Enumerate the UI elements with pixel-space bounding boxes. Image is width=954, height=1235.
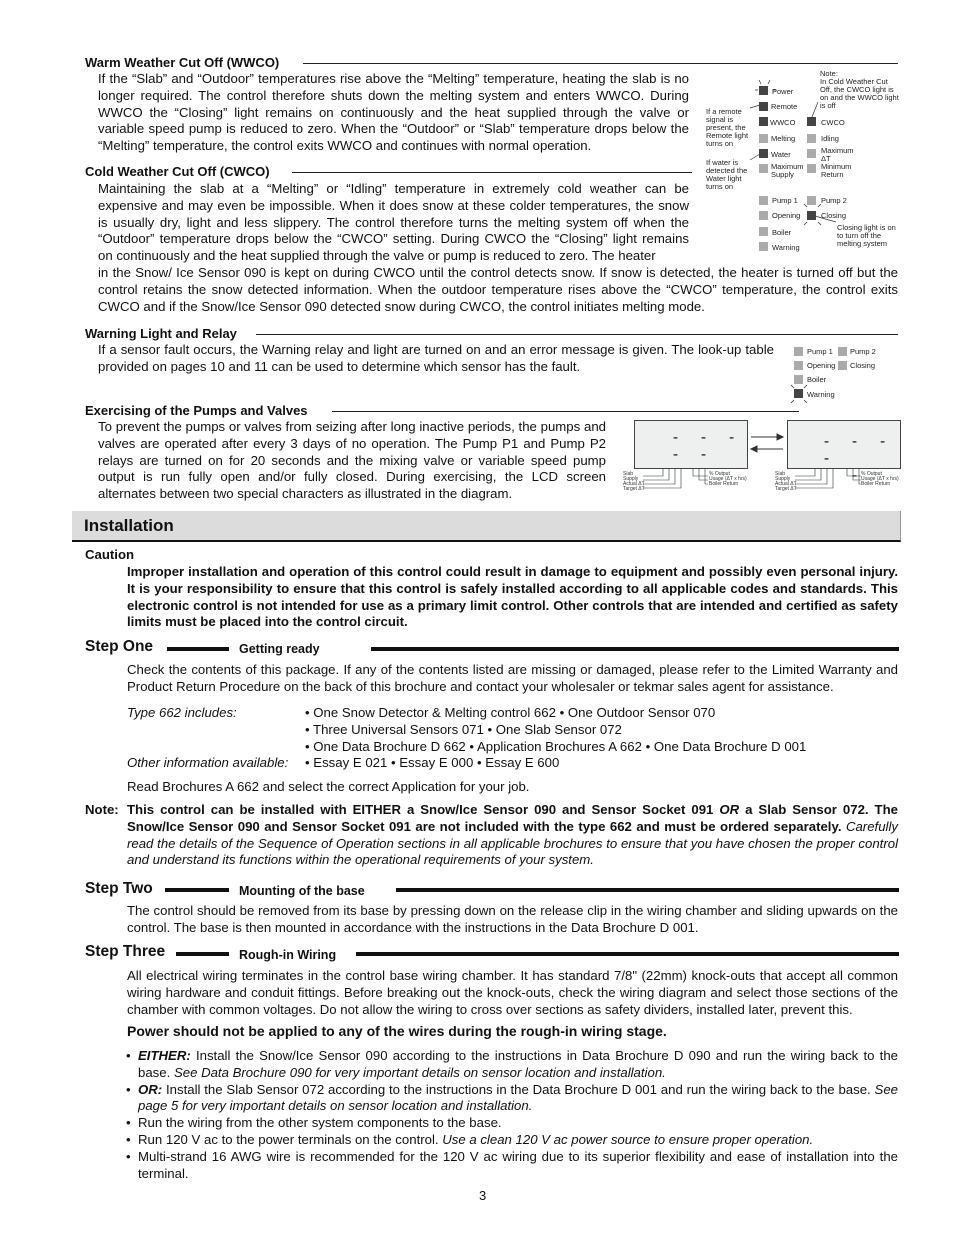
panel-label: WWCO [770, 118, 796, 127]
water-note: If water is detected the Water light turns on [706, 158, 748, 191]
bullet-italic: See page 5 for very important details on sensor location and installation. [138, 1081, 898, 1114]
lcd-label: Usage (ΔT x hrs) [709, 476, 747, 482]
panel-label: Warning [772, 243, 800, 252]
lcd-right-labels [709, 472, 747, 487]
panel-label: Warning [807, 390, 835, 399]
lcd-label: % Output [709, 471, 730, 477]
panel-label: Opening [807, 361, 836, 370]
list-item [138, 1149, 898, 1183]
step-two-body: The control should be removed from its base by pressing down on the release clip in the wiring chamber and sliding upwards on the control. The base is then mounted in accordance with the instructions in the Data Brochure D 001. [127, 903, 898, 935]
panel-label: Water [771, 150, 791, 159]
section-rule [332, 411, 799, 412]
page-number: 3 [479, 1188, 487, 1203]
step-three-title: Step Three [85, 943, 166, 960]
warning-rays-icon [788, 383, 810, 405]
type-line: • One Snow Detector & Melting control 662 • One Outdoor Sensor 070 [305, 705, 716, 720]
step-three-bullets [127, 1048, 898, 1182]
lcd-chars: - - - - - [671, 428, 742, 463]
other-line: • Essay E 021 • Essay E 000 • Essay E 600 [305, 755, 560, 770]
bullet-italic: Use a clean 120 V ac power source to ensure proper operation. [442, 1131, 814, 1147]
panel-label: Boiler [807, 375, 827, 384]
opening-light-icon [794, 361, 803, 370]
panel-label: Idling [821, 134, 839, 143]
panel-label: Pump 1 [807, 347, 833, 356]
lcd-label: Usage (ΔT x hrs) [861, 476, 899, 482]
type-line: • One Data Brochure D 662 • Application Brochures A 662 • One Data Brochure D 001 [305, 739, 807, 754]
wwco-heading: Warm Weather Cut Off (WWCO) [85, 55, 280, 70]
power-warning: Power should not be applied to any of the wires during the rough-in wiring stage. [127, 1023, 667, 1039]
panel-label: Pump 2 [821, 196, 847, 205]
pump1-light-icon [794, 347, 803, 356]
step-bar [356, 952, 899, 956]
lcd-left-labels [775, 472, 797, 492]
panel-label: Power [772, 87, 794, 96]
warning-body: If a sensor fault occurs, the Warning relay and light are turned on and an error message is given. The look-up table provided on pages 10 and 11 can be used to determine which sensor has the fault. [98, 342, 774, 374]
exercise-heading: Exercising of the Pumps and Valves [85, 403, 308, 418]
step-two-subtitle: Mounting of the base [239, 884, 365, 898]
step-bar [167, 647, 229, 651]
panel-label: Remote [771, 102, 798, 111]
step-bar [396, 888, 899, 892]
step-three-body: All electrical wiring terminates in the control base wiring chamber. It has standard 7/8" (22mm) knock-outs that accept all common wiring hardware and conduit fittings. Before breaking out the knock-outs, check the wiring diagram and select those sections of the chamber with common voltages. Do not allow the wiring to cross over sections as safety dividers, installed later, prevent this. [127, 968, 898, 1017]
note-or: OR [719, 802, 740, 817]
caution-label: Caution [85, 547, 135, 562]
panel-leader-lines [700, 69, 900, 262]
read-line: Read Brochures A 662 and select the correct Application for your job. [127, 779, 530, 794]
alternate-arrows-icon [748, 428, 786, 458]
bullet-italic: See Data Brochure 090 for very important details on sensor location and installation. [173, 1064, 666, 1080]
step-two-title: Step Two [85, 880, 153, 897]
lcd-label: Target ΔT [775, 486, 797, 492]
cwco-note: Note: In Cold Weather Cut Off, the CWCO light is on and the WWCO light is off [820, 69, 899, 110]
bullet-text: Install the Snow/Ice Sensor 090 according to the instructions in Data Brochure D 090 and run the wiring back to the base. [138, 1048, 898, 1080]
lcd-left-labels [623, 472, 645, 492]
panel-label: Maximum Supply [771, 162, 804, 179]
lcd-label: Supply [623, 476, 639, 482]
panel-label: Pump 1 [772, 196, 798, 205]
cwco-heading: Cold Weather Cut Off (CWCO) [85, 164, 270, 179]
panel-label: CWCO [821, 118, 845, 127]
panel-label: Melting [771, 134, 796, 143]
section-rule [292, 172, 692, 173]
bullet-text: Install the Slab Sensor 072 according to the instructions in the Data Brochure D 001 and run the wiring back to the base. [162, 1081, 875, 1097]
note-italic: Carefully read the details of the Sequence of Operation sections in all applicable brochures to ensure that you have chosen the proper control and understand its functions within the operational requirements of your system. [127, 818, 898, 868]
list-item [138, 1082, 898, 1116]
bullet-text: Run the wiring from the other system components to the base. [138, 1115, 502, 1131]
panel-label: Maximum ΔT [821, 146, 854, 163]
lcd-label: Boiler Return [861, 481, 891, 487]
step-three-subtitle: Rough-in Wiring [239, 948, 337, 962]
panel-label: Closing [821, 211, 847, 220]
type-line: • Three Universal Sensors 071 • One Slab Sensor 072 [305, 722, 622, 737]
step-bar [176, 952, 229, 956]
installation-banner [72, 511, 901, 542]
bullet-text: Multi-strand 16 AWG wire is recommended for the 120 V ac wiring due to its superior flexibility and ease of installation into the terminal. [138, 1148, 898, 1181]
lcd-right-labels [861, 472, 899, 487]
caution-text: Improper installation and operation of this control could result in damage to equipment and possibly even personal injury. It is your responsibility to ensure that this control is safely installed according to all applicable codes and standards. This electronic control is not intended for use as a primary limit control. Other controls that are intended and certified as safety limits must be placed into the control circuit. [127, 564, 898, 630]
panel-label: Boiler [772, 228, 792, 237]
exercise-body: To prevent the pumps or valves from seizing after long inactive periods, the pumps and valves are operated after every 3 days of no operation. The Pump P1 and Pump P2 relays are turned on for 20 seconds and the mixing valve or variable speed pump output is run fully open and/or fully closed. During exercising, the LCD screen alternates between two special characters as illustrated in the diagram. [98, 419, 606, 502]
pump2-light-icon [838, 347, 847, 356]
lcd-label: Slab [775, 471, 786, 477]
cwco-body-wide: in the Snow/ Ice Sensor 090 is kept on during CWCO until the control detects snow. If snow is detected, the heater is turned off but the control retains the snow detected information. When the outdoor temperature rises above the “CWCO” temperature, the control exits CWCO and if the Snow/Ice Sensor 090 detected snow during CWCO, the control initiates melting mode. [98, 265, 898, 314]
step-bar [165, 888, 229, 892]
closing-note: Closing light is on to turn off the melting system [837, 223, 896, 248]
bullet-lead: OR: [138, 1081, 163, 1097]
note-body [127, 802, 898, 869]
step-one-body: Check the contents of this package. If any of the contents listed are missing or damaged, please refer to the Limited Warranty and Product Return Procedure on the back of this brochure and contact your wholesaler or tekmar sales agent for assistance. [127, 662, 898, 694]
lcd-label: Actual ΔT [623, 481, 645, 487]
warning-heading: Warning Light and Relay [85, 326, 237, 341]
lcd-label: Slab [623, 471, 634, 477]
panel-label: Opening [772, 211, 801, 220]
panel-label: Pump 2 [850, 347, 876, 356]
other-label: Other information available: [127, 755, 289, 770]
bullet-lead: EITHER: [138, 1048, 191, 1063]
list-item [138, 1115, 898, 1132]
wwco-body: If the “Slab” and “Outdoor” temperatures rise above the “Melting” temperature, heating the slab is no longer required. The control therefore shuts down the melting system and enters WWCO. During WWCO the “Closing” light remains on continuously and the heat supplied through the valve or variable speed pump is reduced to zero. When the “Outdoor” or “Slab” temperature drops below the “Melting” temperature, the control exits WWCO and continues with normal operation. [98, 71, 689, 154]
step-one-title: Step One [85, 638, 154, 655]
list-item [138, 1048, 898, 1082]
note-label: Note: [85, 802, 119, 817]
section-rule [303, 63, 898, 64]
lcd-screen-left [634, 420, 748, 469]
lcd-label: Boiler Return [709, 481, 739, 487]
installation-title: Installation [84, 516, 174, 535]
note-bold: This control can be installed with EITHER a Snow/Ice Sensor 090 and Sensor Socket 091 [127, 802, 720, 817]
lcd-label: Supply [775, 476, 791, 482]
remote-note: If a remote signal is present, the Remote light turns on [706, 107, 749, 148]
cwco-body-narrow: Maintaining the slab at a “Melting” or “Idling” temperature in extremely cold weather can be expensive and may even be impossible. When it does snow at these colder temperatures, the snow is usually dry, light and less slippery. The control therefore turns the melting system off when the “Outdoor” temperature drops below the “CWCO” setting. During CWCO the “Closing” light remains on continuously and the heat supplied through the valve or pump is reduced to zero. The heater [98, 181, 689, 264]
lcd-label: Actual ΔT [775, 481, 797, 487]
list-item [138, 1132, 898, 1149]
lcd-label: % Output [861, 471, 882, 477]
step-one-subtitle: Getting ready [239, 642, 320, 656]
panel-label: Closing [850, 361, 876, 370]
step-bar [371, 647, 899, 651]
closing-light-icon [838, 361, 847, 370]
section-rule [256, 334, 898, 335]
note-bold: a Slab Sensor 072. The Snow/Ice Sensor 090 and Sensor Socket 091 are not included with the type 662 and must be ordered separately. [127, 802, 898, 834]
lcd-label: Target ΔT [623, 486, 645, 492]
panel-label: Minimum Return [821, 162, 852, 179]
type-label: Type 662 includes: [127, 705, 237, 720]
bullet-text: Run 120 V ac to the power terminals on the control. [138, 1131, 443, 1147]
lcd-chars: - - - - - [822, 432, 893, 484]
